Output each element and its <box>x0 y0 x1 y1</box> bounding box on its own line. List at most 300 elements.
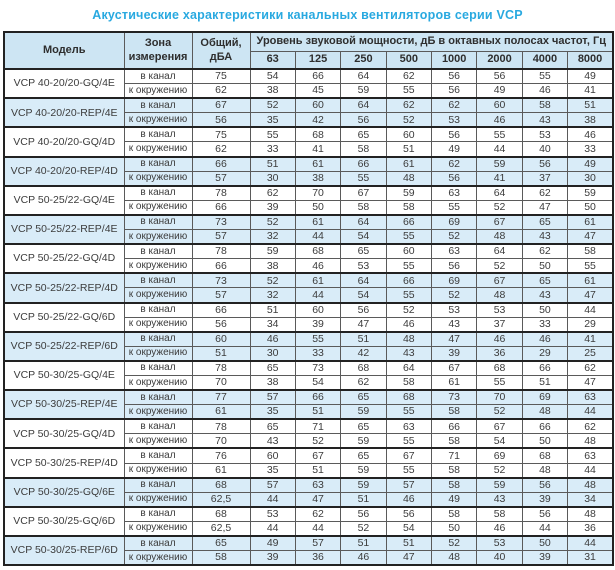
spl-cell-2000hz: 60 <box>477 98 522 113</box>
spl-cell-2000hz: 48 <box>477 288 522 303</box>
spl-cell-2000hz: 52 <box>477 200 522 215</box>
spl-cell-4000hz: 69 <box>522 390 567 405</box>
spl-cell-2000hz: 53 <box>477 303 522 318</box>
zone-cell: в канал <box>124 536 192 551</box>
page-title: Акустические характеристики канальных вентиляторов серии VCP <box>92 8 523 22</box>
spl-cell-500hz: 55 <box>386 405 431 420</box>
spl-cell-250hz: 64 <box>341 69 386 84</box>
spl-cell-1000hz: 58 <box>432 434 477 449</box>
spl-cell-8000hz: 25 <box>568 346 613 361</box>
spl-cell-2000hz: 64 <box>477 186 522 201</box>
spl-cell-63hz: 44 <box>250 521 295 536</box>
spl-cell-4000hz: 56 <box>522 507 567 522</box>
spl-cell-1000hz: 50 <box>432 521 477 536</box>
spl-cell-63hz: 35 <box>250 113 295 128</box>
spl-cell-4000hz: 58 <box>522 98 567 113</box>
spl-cell-4000hz: 53 <box>522 127 567 142</box>
spl-cell-4000hz: 56 <box>522 478 567 493</box>
spl-cell-8000hz: 48 <box>568 507 613 522</box>
spl-cell-8000hz: 38 <box>568 113 613 128</box>
zone-cell: в канал <box>124 390 192 405</box>
spl-cell-250hz: 59 <box>341 434 386 449</box>
spl-cell-125hz: 66 <box>295 390 340 405</box>
spl-cell-250hz: 68 <box>341 361 386 376</box>
spl-cell-250hz: 59 <box>341 463 386 478</box>
spl-cell-8000hz: 41 <box>568 332 613 347</box>
spl-cell-2000hz: 67 <box>477 273 522 288</box>
spl-cell-2000hz: 52 <box>477 259 522 274</box>
header-spl: Уровень звуковой мощности, дБ в октавных полосах частот, Гц <box>250 32 613 51</box>
spl-cell-500hz: 55 <box>386 259 431 274</box>
spl-cell-63hz: 35 <box>250 463 295 478</box>
spl-cell-1000hz: 73 <box>432 390 477 405</box>
spl-cell-63hz: 54 <box>250 69 295 84</box>
spl-cell-250hz: 51 <box>341 332 386 347</box>
spl-cell-4000hz: 68 <box>522 448 567 463</box>
spl-cell-1000hz: 39 <box>432 346 477 361</box>
model-cell: VCP 50-30/25-GQ/6D <box>4 507 124 536</box>
spl-cell-125hz: 61 <box>295 215 340 230</box>
spl-cell-8000hz: 62 <box>568 419 613 434</box>
spl-cell-8000hz: 44 <box>568 463 613 478</box>
spl-cell-1000hz: 56 <box>432 259 477 274</box>
spl-cell-4000hz: 48 <box>522 463 567 478</box>
spl-cell-63hz: 57 <box>250 390 295 405</box>
spl-cell-8000hz: 47 <box>568 288 613 303</box>
total-dba-cell: 77 <box>192 390 250 405</box>
spl-cell-8000hz: 48 <box>568 478 613 493</box>
spl-cell-2000hz: 68 <box>477 361 522 376</box>
zone-cell: в канал <box>124 303 192 318</box>
spl-cell-4000hz: 66 <box>522 419 567 434</box>
spl-cell-63hz: 51 <box>250 303 295 318</box>
total-dba-cell: 57 <box>192 171 250 186</box>
total-dba-cell: 70 <box>192 375 250 390</box>
total-dba-cell: 73 <box>192 215 250 230</box>
spl-cell-125hz: 45 <box>295 84 340 99</box>
spl-cell-500hz: 64 <box>386 361 431 376</box>
spl-cell-4000hz: 44 <box>522 521 567 536</box>
spl-cell-250hz: 64 <box>341 215 386 230</box>
spl-cell-4000hz: 33 <box>522 317 567 332</box>
spl-cell-8000hz: 49 <box>568 157 613 172</box>
zone-cell: в канал <box>124 157 192 172</box>
zone-cell: к окружению <box>124 551 192 566</box>
spl-cell-8000hz: 47 <box>568 375 613 390</box>
spl-cell-250hz: 56 <box>341 507 386 522</box>
total-dba-cell: 62 <box>192 142 250 157</box>
model-cell: VCP 50-30/25-GQ/4D <box>4 419 124 448</box>
total-dba-cell: 56 <box>192 317 250 332</box>
spl-cell-2000hz: 70 <box>477 390 522 405</box>
spl-cell-2000hz: 48 <box>477 230 522 245</box>
spl-cell-500hz: 55 <box>386 84 431 99</box>
table-row <box>4 361 613 376</box>
spl-cell-1000hz: 69 <box>432 273 477 288</box>
spl-cell-125hz: 61 <box>295 157 340 172</box>
total-dba-cell: 58 <box>192 551 250 566</box>
zone-cell: в канал <box>124 215 192 230</box>
spl-cell-250hz: 55 <box>341 171 386 186</box>
spl-cell-63hz: 46 <box>250 332 295 347</box>
spl-cell-250hz: 52 <box>341 521 386 536</box>
total-dba-cell: 67 <box>192 98 250 113</box>
spl-cell-125hz: 39 <box>295 317 340 332</box>
total-dba-cell: 66 <box>192 303 250 318</box>
spl-cell-1000hz: 62 <box>432 98 477 113</box>
spl-cell-2000hz: 36 <box>477 346 522 361</box>
zone-cell: к окружению <box>124 405 192 420</box>
spl-cell-250hz: 56 <box>341 303 386 318</box>
spl-cell-2000hz: 55 <box>477 375 522 390</box>
model-cell: VCP 50-30/25-REP/4D <box>4 448 124 477</box>
spl-cell-8000hz: 30 <box>568 171 613 186</box>
spl-cell-2000hz: 69 <box>477 448 522 463</box>
spl-cell-4000hz: 43 <box>522 230 567 245</box>
spl-cell-125hz: 73 <box>295 361 340 376</box>
spl-cell-4000hz: 62 <box>522 244 567 259</box>
spl-cell-1000hz: 66 <box>432 419 477 434</box>
zone-cell: в канал <box>124 361 192 376</box>
table-row <box>4 419 613 434</box>
spl-cell-125hz: 55 <box>295 332 340 347</box>
spl-cell-1000hz: 49 <box>432 142 477 157</box>
spl-cell-2000hz: 67 <box>477 419 522 434</box>
zone-cell: к окружению <box>124 346 192 361</box>
model-cell: VCP 50-30/25-REP/6D <box>4 536 124 565</box>
total-dba-cell: 62,5 <box>192 521 250 536</box>
spl-cell-2000hz: 46 <box>477 521 522 536</box>
spl-cell-4000hz: 56 <box>522 157 567 172</box>
zone-cell: к окружению <box>124 142 192 157</box>
spl-cell-2000hz: 41 <box>477 171 522 186</box>
spl-cell-2000hz: 46 <box>477 332 522 347</box>
spl-cell-1000hz: 52 <box>432 288 477 303</box>
zone-cell: в канал <box>124 273 192 288</box>
spl-cell-8000hz: 62 <box>568 361 613 376</box>
zone-cell: к окружению <box>124 463 192 478</box>
spl-cell-8000hz: 59 <box>568 186 613 201</box>
spl-cell-8000hz: 47 <box>568 230 613 245</box>
spl-cell-250hz: 46 <box>341 551 386 566</box>
spl-cell-125hz: 44 <box>295 521 340 536</box>
spl-cell-1000hz: 53 <box>432 303 477 318</box>
total-dba-cell: 78 <box>192 186 250 201</box>
spl-cell-500hz: 62 <box>386 69 431 84</box>
spl-cell-250hz: 59 <box>341 478 386 493</box>
spl-cell-250hz: 51 <box>341 492 386 507</box>
spl-cell-250hz: 58 <box>341 142 386 157</box>
total-dba-cell: 57 <box>192 230 250 245</box>
zone-cell: к окружению <box>124 113 192 128</box>
spl-cell-63hz: 30 <box>250 171 295 186</box>
header-freq-1000: 1000 <box>432 51 477 69</box>
spl-cell-125hz: 57 <box>295 536 340 551</box>
table-row <box>4 215 613 230</box>
zone-cell: в канал <box>124 507 192 522</box>
spl-cell-8000hz: 48 <box>568 434 613 449</box>
spl-cell-63hz: 30 <box>250 346 295 361</box>
spl-cell-500hz: 59 <box>386 186 431 201</box>
spl-cell-125hz: 36 <box>295 551 340 566</box>
spl-cell-63hz: 33 <box>250 142 295 157</box>
spl-cell-2000hz: 43 <box>477 492 522 507</box>
spl-cell-63hz: 32 <box>250 288 295 303</box>
total-dba-cell: 75 <box>192 69 250 84</box>
model-cell: VCP 50-25/22-GQ/4E <box>4 186 124 215</box>
spl-cell-250hz: 65 <box>341 127 386 142</box>
spl-cell-250hz: 53 <box>341 259 386 274</box>
spl-cell-8000hz: 51 <box>568 98 613 113</box>
spl-cell-4000hz: 43 <box>522 113 567 128</box>
spl-cell-2000hz: 46 <box>477 113 522 128</box>
spl-cell-500hz: 60 <box>386 244 431 259</box>
table-body <box>4 69 613 565</box>
table-header <box>4 32 613 69</box>
model-cell: VCP 40-20/20-REP/4E <box>4 98 124 127</box>
total-dba-cell: 51 <box>192 346 250 361</box>
model-cell: VCP 50-25/22-REP/6D <box>4 332 124 361</box>
spl-cell-1000hz: 56 <box>432 69 477 84</box>
spl-cell-125hz: 52 <box>295 434 340 449</box>
table-row <box>4 98 613 113</box>
acoustic-characteristics-table <box>3 31 614 566</box>
header-freq-63: 63 <box>250 51 295 69</box>
spl-cell-63hz: 43 <box>250 434 295 449</box>
zone-cell: в канал <box>124 186 192 201</box>
spl-cell-63hz: 49 <box>250 536 295 551</box>
total-dba-cell: 66 <box>192 259 250 274</box>
spl-cell-500hz: 62 <box>386 98 431 113</box>
spl-cell-125hz: 44 <box>295 288 340 303</box>
zone-cell: к окружению <box>124 492 192 507</box>
spl-cell-4000hz: 47 <box>522 200 567 215</box>
zone-cell: в канал <box>124 127 192 142</box>
table-row <box>4 478 613 493</box>
total-dba-cell: 57 <box>192 288 250 303</box>
spl-cell-8000hz: 31 <box>568 551 613 566</box>
total-dba-cell: 66 <box>192 200 250 215</box>
spl-cell-4000hz: 46 <box>522 84 567 99</box>
spl-cell-1000hz: 58 <box>432 463 477 478</box>
spl-cell-125hz: 54 <box>295 375 340 390</box>
spl-cell-250hz: 65 <box>341 419 386 434</box>
spl-cell-4000hz: 50 <box>522 434 567 449</box>
header-zone: Зона измерения <box>124 32 192 69</box>
zone-cell: в канал <box>124 98 192 113</box>
spl-cell-1000hz: 56 <box>432 171 477 186</box>
spl-cell-2000hz: 56 <box>477 69 522 84</box>
table-row <box>4 448 613 463</box>
total-dba-cell: 78 <box>192 419 250 434</box>
spl-cell-250hz: 59 <box>341 405 386 420</box>
spl-cell-8000hz: 50 <box>568 200 613 215</box>
spl-cell-8000hz: 41 <box>568 84 613 99</box>
spl-cell-1000hz: 67 <box>432 361 477 376</box>
spl-cell-125hz: 67 <box>295 448 340 463</box>
spl-cell-2000hz: 55 <box>477 127 522 142</box>
spl-cell-8000hz: 29 <box>568 317 613 332</box>
spl-cell-500hz: 43 <box>386 346 431 361</box>
header-freq-500: 500 <box>386 51 431 69</box>
spl-cell-63hz: 62 <box>250 186 295 201</box>
spl-cell-500hz: 55 <box>386 434 431 449</box>
spl-cell-250hz: 42 <box>341 346 386 361</box>
spl-cell-125hz: 51 <box>295 463 340 478</box>
zone-cell: к окружению <box>124 230 192 245</box>
spl-cell-250hz: 65 <box>341 390 386 405</box>
table-row <box>4 127 613 142</box>
spl-cell-2000hz: 49 <box>477 84 522 99</box>
spl-cell-500hz: 47 <box>386 551 431 566</box>
table-row <box>4 273 613 288</box>
spl-cell-500hz: 48 <box>386 332 431 347</box>
zone-cell: к окружению <box>124 434 192 449</box>
spl-cell-63hz: 53 <box>250 507 295 522</box>
spl-cell-4000hz: 46 <box>522 332 567 347</box>
total-dba-cell: 78 <box>192 244 250 259</box>
spl-cell-8000hz: 58 <box>568 244 613 259</box>
total-dba-cell: 56 <box>192 113 250 128</box>
header-freq-125: 125 <box>295 51 340 69</box>
spl-cell-8000hz: 55 <box>568 259 613 274</box>
spl-cell-500hz: 58 <box>386 200 431 215</box>
spl-cell-4000hz: 39 <box>522 492 567 507</box>
spl-cell-63hz: 38 <box>250 375 295 390</box>
spl-cell-1000hz: 58 <box>432 507 477 522</box>
header-freq-2000: 2000 <box>477 51 522 69</box>
table-row <box>4 244 613 259</box>
spl-cell-250hz: 54 <box>341 288 386 303</box>
table-row <box>4 332 613 347</box>
spl-cell-63hz: 57 <box>250 478 295 493</box>
zone-cell: к окружению <box>124 288 192 303</box>
spl-cell-1000hz: 48 <box>432 551 477 566</box>
model-cell: VCP 50-30/25-GQ/6E <box>4 478 124 507</box>
spl-cell-4000hz: 50 <box>522 303 567 318</box>
spl-cell-250hz: 67 <box>341 186 386 201</box>
spl-cell-500hz: 55 <box>386 463 431 478</box>
header-freq-8000: 8000 <box>568 51 613 69</box>
spl-cell-250hz: 64 <box>341 98 386 113</box>
model-cell: VCP 40-20/20-REP/4D <box>4 157 124 186</box>
spl-cell-1000hz: 56 <box>432 84 477 99</box>
zone-cell: в канал <box>124 478 192 493</box>
spl-cell-63hz: 34 <box>250 317 295 332</box>
spl-cell-1000hz: 63 <box>432 186 477 201</box>
spl-cell-4000hz: 43 <box>522 288 567 303</box>
spl-cell-500hz: 55 <box>386 288 431 303</box>
spl-cell-500hz: 58 <box>386 375 431 390</box>
spl-cell-1000hz: 52 <box>432 536 477 551</box>
header-total: Общий, дБА <box>192 32 250 69</box>
spl-cell-500hz: 52 <box>386 113 431 128</box>
spl-cell-4000hz: 50 <box>522 259 567 274</box>
table-row <box>4 303 613 318</box>
zone-cell: к окружению <box>124 259 192 274</box>
spl-cell-500hz: 54 <box>386 521 431 536</box>
zone-cell: в канал <box>124 448 192 463</box>
model-cell: VCP 40-20/20-GQ/4D <box>4 127 124 156</box>
total-dba-cell: 60 <box>192 332 250 347</box>
spl-cell-1000hz: 58 <box>432 405 477 420</box>
spl-cell-1000hz: 62 <box>432 157 477 172</box>
spl-cell-1000hz: 49 <box>432 492 477 507</box>
spl-cell-8000hz: 49 <box>568 69 613 84</box>
spl-cell-125hz: 60 <box>295 98 340 113</box>
spl-cell-500hz: 60 <box>386 127 431 142</box>
total-dba-cell: 62,5 <box>192 492 250 507</box>
model-cell: VCP 50-25/22-REP/4D <box>4 273 124 302</box>
zone-cell: к окружению <box>124 521 192 536</box>
spl-cell-8000hz: 44 <box>568 405 613 420</box>
spl-cell-8000hz: 44 <box>568 536 613 551</box>
zone-cell: в канал <box>124 244 192 259</box>
model-cell: VCP 50-30/25-REP/4E <box>4 390 124 419</box>
spl-cell-63hz: 32 <box>250 230 295 245</box>
model-cell: VCP 50-25/22-GQ/6D <box>4 303 124 332</box>
spl-cell-63hz: 39 <box>250 551 295 566</box>
spl-cell-4000hz: 37 <box>522 171 567 186</box>
spl-cell-1000hz: 61 <box>432 375 477 390</box>
spl-cell-63hz: 44 <box>250 492 295 507</box>
spl-cell-250hz: 65 <box>341 448 386 463</box>
spl-cell-2000hz: 40 <box>477 551 522 566</box>
spl-cell-125hz: 68 <box>295 244 340 259</box>
spl-cell-1000hz: 69 <box>432 215 477 230</box>
spl-cell-500hz: 57 <box>386 478 431 493</box>
spl-cell-500hz: 51 <box>386 142 431 157</box>
spl-cell-63hz: 35 <box>250 405 295 420</box>
spl-cell-63hz: 52 <box>250 98 295 113</box>
spl-cell-250hz: 65 <box>341 244 386 259</box>
spl-cell-63hz: 38 <box>250 259 295 274</box>
spl-cell-4000hz: 39 <box>522 551 567 566</box>
spl-cell-125hz: 33 <box>295 346 340 361</box>
spl-cell-2000hz: 54 <box>477 434 522 449</box>
table-row <box>4 69 613 84</box>
spl-cell-125hz: 50 <box>295 200 340 215</box>
spl-cell-1000hz: 63 <box>432 244 477 259</box>
spl-cell-250hz: 54 <box>341 230 386 245</box>
model-cell: VCP 40-20/20-GQ/4E <box>4 69 124 98</box>
spl-cell-500hz: 66 <box>386 273 431 288</box>
table-row <box>4 157 613 172</box>
spl-cell-250hz: 56 <box>341 113 386 128</box>
spl-cell-1000hz: 56 <box>432 127 477 142</box>
spl-cell-8000hz: 33 <box>568 142 613 157</box>
spl-cell-2000hz: 59 <box>477 157 522 172</box>
spl-cell-8000hz: 63 <box>568 390 613 405</box>
spl-cell-2000hz: 59 <box>477 478 522 493</box>
total-dba-cell: 73 <box>192 273 250 288</box>
zone-cell: к окружению <box>124 375 192 390</box>
spl-cell-125hz: 38 <box>295 171 340 186</box>
spl-cell-8000hz: 63 <box>568 448 613 463</box>
spl-cell-125hz: 51 <box>295 405 340 420</box>
spl-cell-2000hz: 44 <box>477 142 522 157</box>
spl-cell-125hz: 62 <box>295 507 340 522</box>
spl-cell-8000hz: 34 <box>568 492 613 507</box>
spl-cell-250hz: 59 <box>341 84 386 99</box>
total-dba-cell: 75 <box>192 127 250 142</box>
spl-cell-500hz: 46 <box>386 317 431 332</box>
spl-cell-4000hz: 29 <box>522 346 567 361</box>
total-dba-cell: 68 <box>192 478 250 493</box>
spl-cell-63hz: 60 <box>250 448 295 463</box>
spl-cell-2000hz: 64 <box>477 244 522 259</box>
spl-cell-4000hz: 51 <box>522 375 567 390</box>
